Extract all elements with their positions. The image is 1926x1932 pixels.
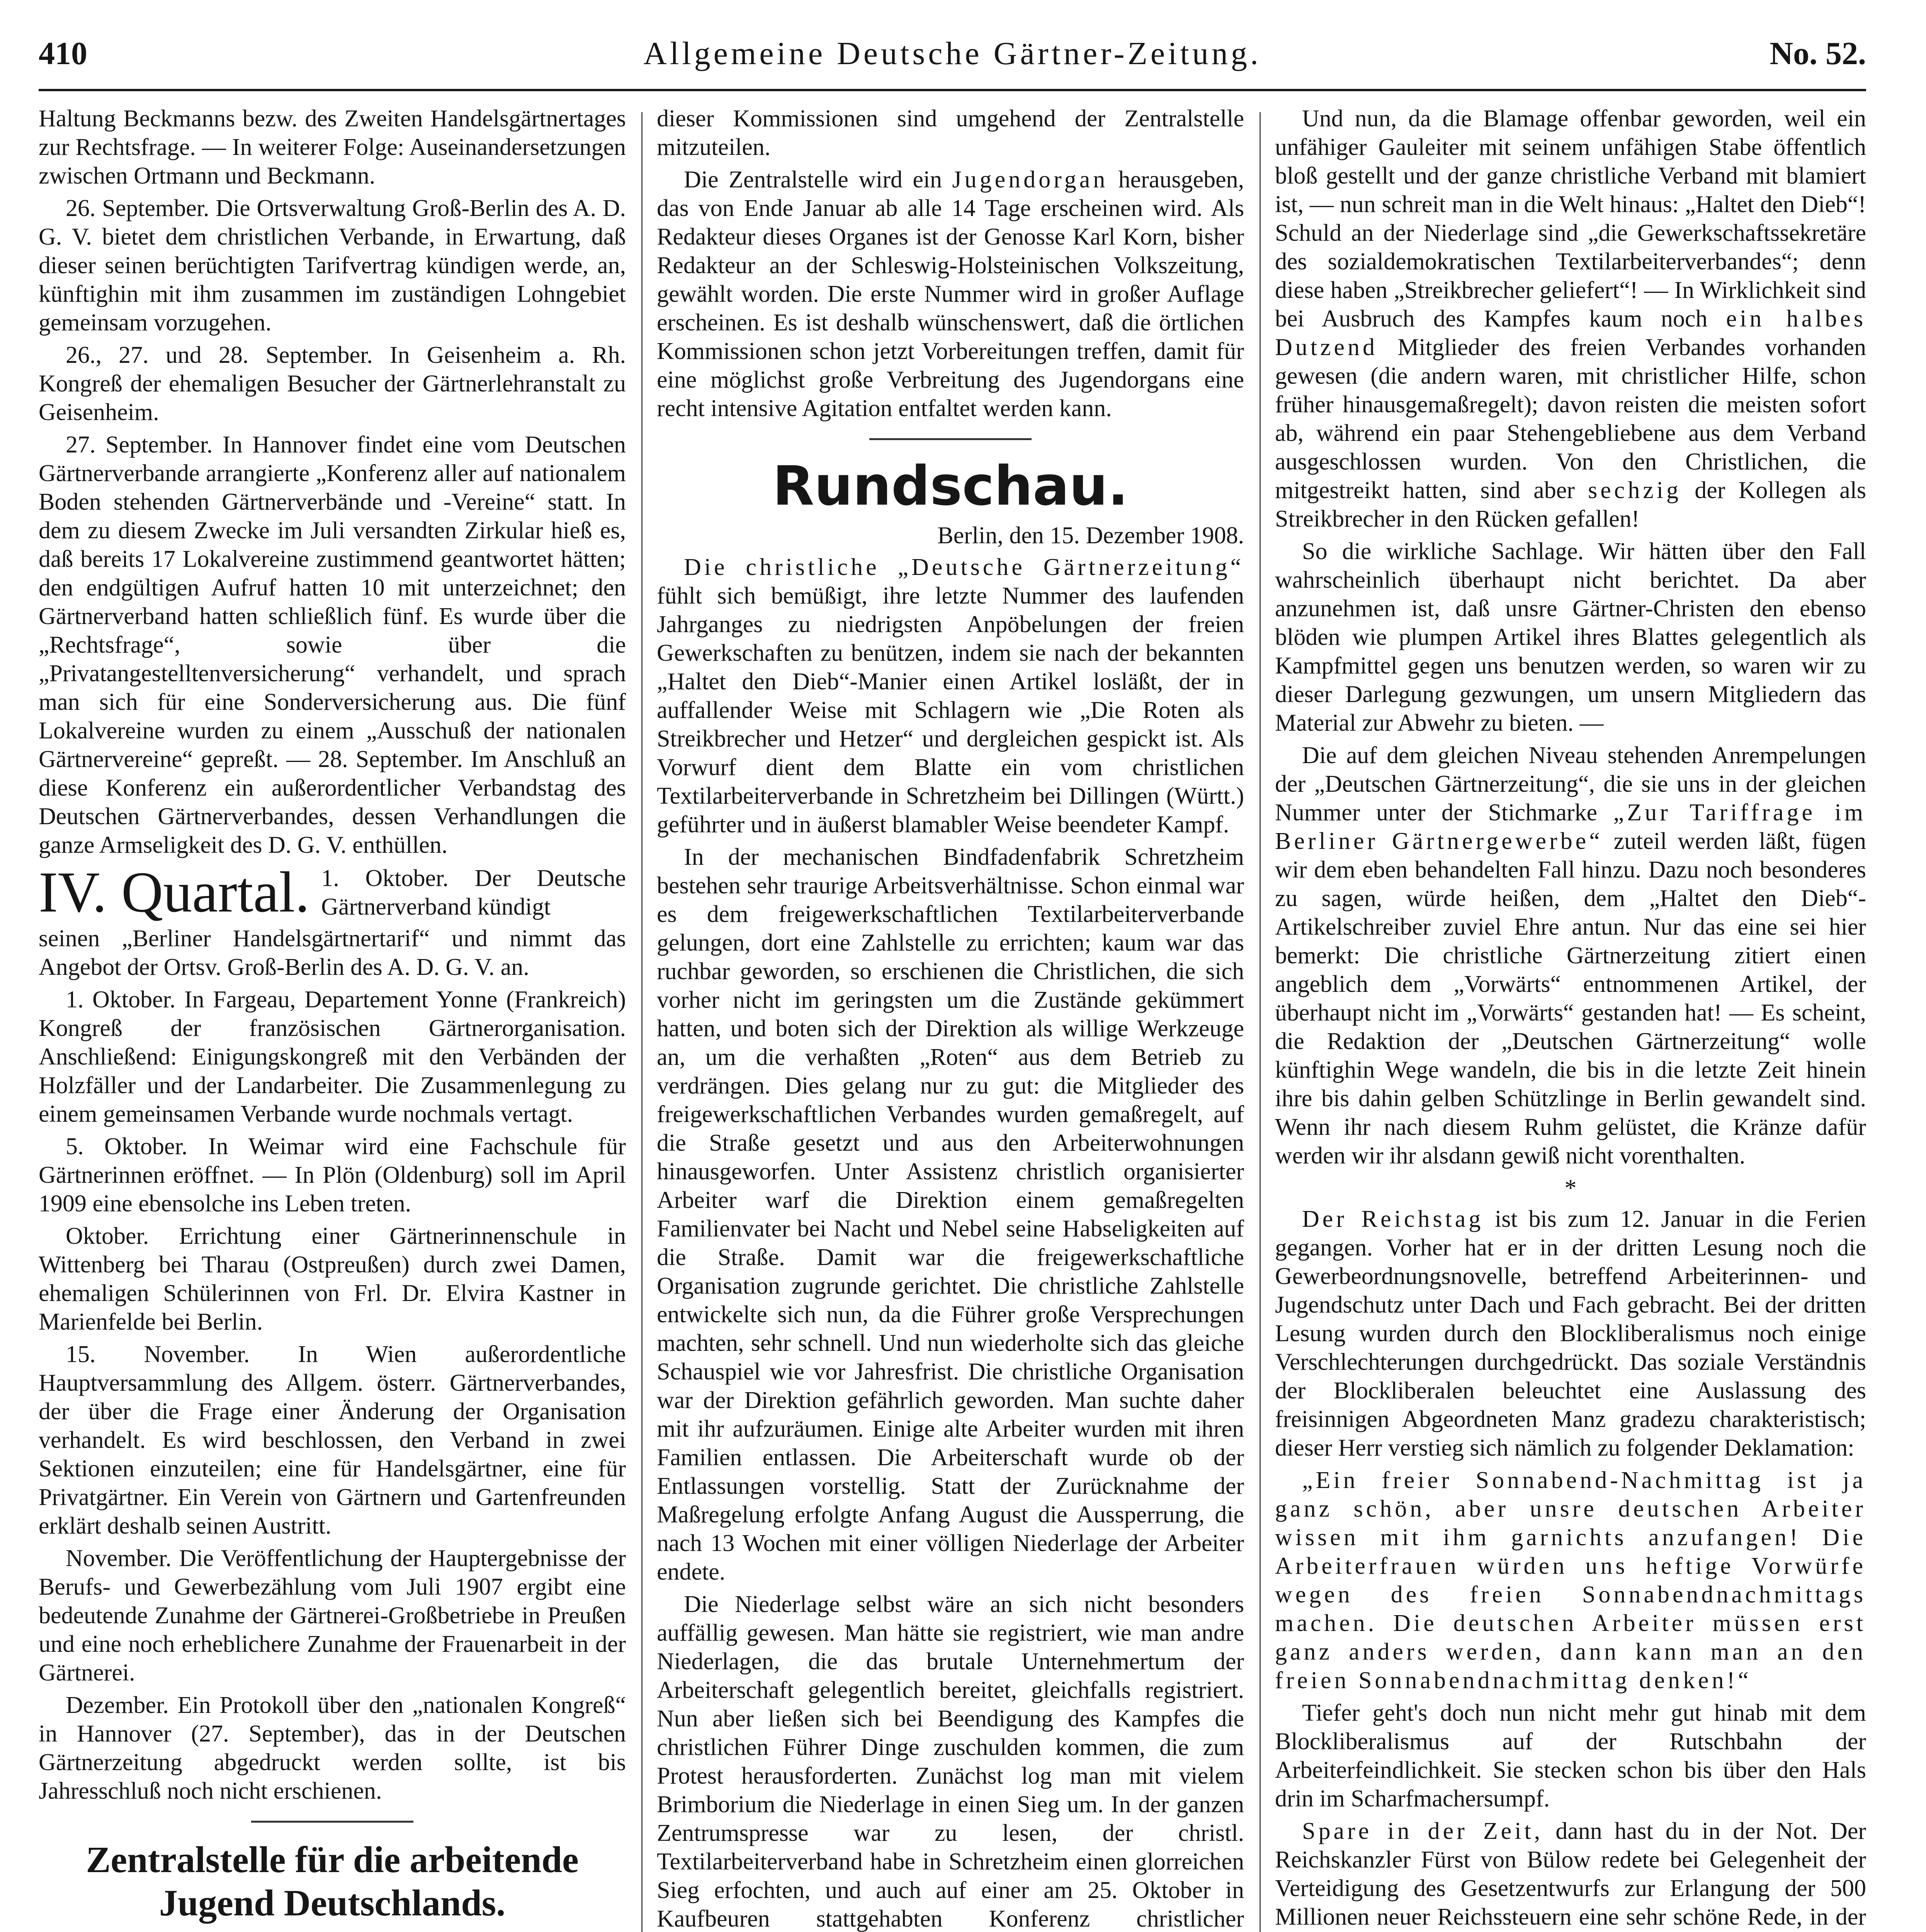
text-run: fühlt sich bemüßigt, ihre letzte Nummer des laufenden Jahrganges zu niedrigsten Anpöbelungen der freien Gewerkschaften zu benützen, indem sie nach der bekannten „Haltet den Dieb“-Manier einen Artikel losläßt, der in auffallender Weise mit Schlagern wie „Die Roten als Streikbrecher und Hetzer“ und dergleichen gespickt ist. Als Vorwurf dient dem Blatte ein vom christlichen Textilarbeiterverbande in Schretzheim bei Dillingen (Württ.) geführter und in äußerst blamabler Weise beendeter Kampf. xyxy=(657,583,1244,838)
zentralstelle-heading xyxy=(39,1838,626,1925)
paragraph: 26. September. Die Ortsverwaltung Groß-Berlin des A. D. G. V. bietet dem christlichen Verbande, in Erwartung, daß dieser seinen berüchtigten Tarifvertrag kündigen werde, an, künftighin mit ihm zusammen im zuständigen Lohngebiet gemeinsam vorzugehen. xyxy=(39,195,626,336)
paragraph: November. Die Veröffentlichung der Hauptergebnisse der Berufs- und Gewerbezählung vom Juli 1907 ergibt eine bedeutende Zunahme der Gärtnerei-Großbetriebe in Preußen und eine noch erheblichere Zunahme der Frauenarbeit in der Gärtnerei. xyxy=(39,1545,626,1686)
text-run: Und nun, da die Blamage offenbar geworden, weil ein unfähiger Gauleiter mit seinem unfähigen Stabe öffentlich bloß gestellt und der ganze christliche Verband mit blamiert ist, — nun schreit man in die Welt hinaus: „Haltet den Dieb“! Schuld an der Niederlage sind „die Gewerkschaftssekretäre des sozialdemokratischen Textilarbeiterverbandes“; denn diese haben „Streikbrecher geliefert“! — In Wirklichkeit sind bei Ausbruch des Kampfes kaum noch xyxy=(1275,105,1866,332)
paragraph: 5. Oktober. In Weimar wird eine Fachschule für Gärtnerinnen eröffnet. — In Plön (Oldenburg) soll im April 1909 eine ebensolche ins Leben treten. xyxy=(39,1133,626,1217)
column-divider xyxy=(1260,112,1261,1932)
rundschau-heading: Rundschau. xyxy=(772,455,1129,518)
paragraph xyxy=(1275,1817,1866,1932)
paragraph xyxy=(1275,104,1866,533)
emphasis-spaced: ein halbes Dutzend xyxy=(1275,306,1866,361)
paragraph: seinen „Berliner Handelsgärtnertarif“ und nimmt das Angebot der Ortsv. Groß-Berlin des A. D. G. V. an. xyxy=(39,925,626,980)
page-number: 410 xyxy=(39,36,87,71)
quartal-heading: IV. Quartal. xyxy=(39,860,310,924)
issue-number: No. 52. xyxy=(1770,36,1866,71)
paragraph xyxy=(657,1590,1244,1932)
emphasis-spaced: Jugendorgan xyxy=(952,167,1108,193)
column-right xyxy=(1275,104,1866,1932)
section-divider xyxy=(251,1821,413,1823)
paragraph: 27. September. In Hannover findet eine vom Deutschen Gärtnerverbande arrangierte „Konferenz aller auf nationalem Boden stehenden Gärtnerverbände und -Vereine“ statt. In dem zu diesem Zwecke im Juli versandten Zirkular hieß es, daß bereits 17 Lokalvereine zustimmend geantwortet hätten; den endgültigen Aufruf hatten 10 mit unterzeichnet; den Gärtnerverband hatten schließlich fünf. Es wurde über die „Rechtsfrage“, sowie über die „Privatangestelltenversicherung“ verhandelt, und sprach man sich für eine Sonderversicherung aus. Die fünf Lokalvereine wurden zu einem „Ausschuß der nationalen Gärtnervereine“ gepreßt. — 28. September. Im Anschluß an diese Konferenz ein außerordentlicher Verbandstag des Deutschen Gärtnerverbandes, dessen Verhandlungen die ganze Armseligkeit des D. G. V. enthüllen. xyxy=(39,432,626,858)
paragraph: dieser Kommissionen sind umgehend der Zentralstelle mitzuteilen. xyxy=(657,105,1244,160)
column-divider xyxy=(641,112,643,1932)
text-run: dann hast du in der Not. Der Reichskanzler Fürst von Bülow redete bei Gelegenheit der Verteidigung des Gesetzentwurfs zur Erlangung der 500 Millionen neuer Reichssteuern eine sehr schöne Rede, in der xyxy=(1275,1818,1866,1930)
text-run: herausgeben, das von Ende Januar ab alle 14 Tage erscheinen wird. Als Redakteur dieses Organes ist der Genosse Karl Korn, bisher Redakteur an der Schleswig-Holsteinischen Volkszeitung, gewählt worden. Die erste Nummer wird in großer Auflage erscheinen. Es ist deshalb wünschenswert, daß die örtlichen Kommissionen schon jetzt Vorbereitungen treffen, damit für eine möglichst große Verbreitung des Jugendorgans eine recht intensive Agitation entfaltet werden kann. xyxy=(657,167,1244,422)
quotation-spaced: „Ein freier Sonnabend-Nachmittag ist ja ganz schön, aber unsre deutschen Arbeiter wissen mit ihm garnichts anzufangen! Die Arbeiterfrauen würden uns heftige Vorwürfe wegen des freien Sonnabendnachmittags machen. Die deutschen Arbeiter müssen erst ganz anders werden, dann kann man an den freien Sonnabendnachmittag denken!“ xyxy=(1275,1467,1866,1694)
text-run: Mitglieder des freien Verbandes vorhanden gewesen (die andern waren, mit christlicher Hilfe, schon früher hinausgemaßregelt); davon reisten die meisten sofort ab, während ein paar Stehengebliebene aus dem Verband ausgeschlossen wurden. Von den Christlichen, die mitgestreikt hatten, sind aber xyxy=(1275,334,1866,503)
emphasis-spaced: Die christliche „Deutsche Gärtnerzeitung“ xyxy=(684,554,1244,580)
quartal-intro: 1. Oktober. Der Deutsche Gärtnerverband kündigt xyxy=(321,865,626,920)
paragraph: Oktober. Errichtung einer Gärtnerinnenschule in Wittenberg bei Tharau (Ostpreußen) durch zwei Damen, ehemaligen Schülerinnen von Frl. Dr. Elvira Kastner in Marienfelde bei Berlin. xyxy=(39,1223,626,1335)
text-run: Die auf dem gleichen Niveau stehenden Anrempelungen der „Deutschen Gärtnerzeitung“, die sie uns in der gleichen Nummer unter der Stichmarke xyxy=(1275,742,1866,826)
page-header xyxy=(39,31,1866,91)
emphasis-spaced: sechzig xyxy=(1588,477,1682,503)
column-middle xyxy=(657,104,1244,1932)
emphasis-spaced: Der Reichstag xyxy=(1302,1206,1484,1232)
emphasis-spaced: „Zur Tariffrage im Berliner Gärtnergewerbe“ xyxy=(1275,799,1866,854)
paragraph: Dezember. Ein Protokoll über den „nationalen Kongreß“ in Hannover (27. September), das in der Deutschen Gärtnerzeitung abgedruckt werden sollte, ist bis Jahresschluß noch nicht erschienen. xyxy=(39,1692,626,1804)
text-run: Die Niederlage selbst wäre an sich nicht besonders auffällig gewesen. Man hätte sie registriert, wie man andre Niederlagen, die das brutale Unternehmertum der Arbeiterschaft gelegentlich bereitet, gleichfalls registriert. Nun aber ließen sich bei Beendigung des Kampfes die christlichen Führer Dinge zuschulden kommen, die zum Protest herausforderten. Zunächst log man mit vielem Brimborium die Niederlage in einen Sieg um. In der ganzen Zentrumspresse war zu lesen, der christl. Textilarbeiterverband habe in Schretzheim einen glorreichen Sieg erfochten, und auch auf einer am 25. Oktober in Kaufbeuren stattgehabten Konferenz christlicher xyxy=(657,1591,1244,1932)
heading-line: Jugend Deutschlands. xyxy=(159,1882,506,1923)
section-star: * xyxy=(1564,1175,1577,1201)
paragraph: So die wirkliche Sachlage. Wir hätten über den Fall wahrscheinlich überhaupt nicht berichtet. Da aber anzunehmen ist, daß unsre Gärtner-Christen den ebenso blöden wie plumpen Artikel ihres Blattes gelegentlich als Kampfmittel gegen uns benutzen werden, so waren wir zu dieser Darlegung gezwungen, um unsern Mitgliedern das Material zur Abwehr zu bieten. — xyxy=(1275,538,1866,736)
emphasis-spaced: Spare in der Zeit, xyxy=(1302,1818,1544,1844)
paragraph xyxy=(1275,1205,1866,1462)
heading-line: Zentralstelle für die arbeitende xyxy=(86,1839,579,1880)
paragraph xyxy=(1275,741,1866,1170)
paragraph xyxy=(657,165,1244,423)
paragraph xyxy=(657,553,1244,839)
paragraph: 26., 27. und 28. September. In Geisenheim a. Rh. Kongreß der ehemaligen Besucher der Gärtnerlehranstalt zu Geisenheim. xyxy=(39,342,626,425)
quartal-block xyxy=(39,860,626,924)
text-run: der Kollegen als Streikbrecher in den Rücken gefallen! xyxy=(1275,477,1866,532)
section-divider xyxy=(869,438,1032,440)
paragraph: In der mechanischen Bindfadenfabrik Schretzheim bestehen sehr traurige Arbeitsverhältnisse. Schon einmal war es dem freigewerkschaftlichen Textilarbeiterverbande gelungen, dort eine Zahlstelle zu errichten; kaum war das ruchbar geworden, so erschienen die Christlichen, die sich vorher nicht im geringsten um die Zustände gekümmert hatten, und boten sich der Direktion als willige Werkzeuge an, um die verhaßten „Roten“ aus dem Betrieb zu verdrängen. Dies gelang nur zu gut: die Mitglieder des freigewerkschaftlichen Verbandes wurden gemaßregelt, auf die Straße gesetzt und aus den Arbeiterwohnungen hinausgeworfen. Unter Assistenz christlich organisierter Arbeiter warf die Direktion einem gemaßregelten Familienvater bei Nacht und Nebel seine Habseligkeiten auf die Straße. Damit war die freigewerkschaftliche Organisation zugrunde gerichtet. Die christliche Zahlstelle entwickelte sich nun, da die Führer große Versprechungen machten, sehr schnell. Und nun wiederholte sich das gleiche Schauspiel wie vor Jahresfrist. Die christliche Organisation war der Direktion gefährlich geworden. Man suchte daher mit ihr aufzuräumen. Einige alte Arbeiter wurden mit ihren Familien entlassen. Die Arbeiterschaft wurde ob der Entlassungen vorstellig. Statt der Zurücknahme der Maßregelung erfolgte Anfang August die Aussperrung, die nach 13 Wochen mit einer völligen Niederlage der Arbeiter endete. xyxy=(657,844,1244,1585)
text-run: zuteil werden läßt, fügen wir dem eben behandelten Fall hinzu. Dazu noch besonderes zu sagen, würde heißen, dem „Haltet den Dieb“-Artikelschreiber zuviel Ehre antun. Nur das eine sei hier bemerkt: Die christliche Gärtnerzeitung zitiert einen angeblich dem „Vorwärts“ entnommenen Artikel, der überhaupt nicht im „Vorwärts“ gestanden hat! — Es scheint, die Redaktion der „Deutschen Gärtnerzeitung“ wolle künftighin Wege wandeln, die bis in die letzte Zeit hinein ihre bis dahin gelben Schützlinge in Berlin gewandelt sind. Wenn ihr nach diesem Ruhm gelüstet, die Kränze dafür werden wir ihr alsdann gewiß nicht vorenthalten. xyxy=(1275,828,1866,1169)
text-run: ist bis zum 12. Januar in die Ferien gegangen. Vorher hat er in der dritten Lesung noch die Gewerbeordnungsnovelle, betreffend Arbeiterinnen- und Jugendschutz unter Dach und Fach gebracht. Bei der dritten Lesung wurden durch den Blockliberalismus noch einige Verschlechterungen durchgedrückt. Das soziale Verständnis der Blockliberalen beleuchtet eine Auslassung des freisinnigen Abgeordneten Manz gradezu charakteristisch; dieser Herr verstieg sich nämlich zu folgender Deklamation: xyxy=(1275,1206,1866,1461)
paragraph: Haltung Beckmanns bezw. des Zweiten Handelsgärtnertages zur Rechtsfrage. — In weiterer Folge: Auseinandersetzungen zwischen Ortmann und Beckmann. xyxy=(39,105,626,189)
paragraph: Tiefer geht's doch nun nicht mehr gut hinab mit dem Blockliberalismus auf der Rutschbahn der Arbeiterfeindlichkeit. Sie stecken schon bis über den Hals drin im Scharfmachersumpf. xyxy=(1275,1700,1866,1812)
paragraph: 15. November. In Wien außerordentliche Hauptversammlung des Allgem. österr. Gärtnerverbandes, der über die Frage einer Änderung der Organisation verhandelt. Es wird beschlossen, den Verband in zwei Sektionen einzuteilen; eine für Handelsgärtner, eine für Privatgärtner. Ein Verein von Gärtnern und Gartenfreunden erklärt deshalb seinen Austritt. xyxy=(39,1341,626,1539)
paragraph: 1. Oktober. In Fargeau, Departement Yonne (Frankreich) Kongreß der französischen Gärtnerorganisation. Anschließend: Einigungskongreß mit den Verbänden der Holzfäller und der Landarbeiter. Die Zusammenlegung zu einem gemeinsamen Verbande wurde nochmals vertagt. xyxy=(39,986,626,1127)
journal-title: Allgemeine Deutsche Gärtner-Zeitung. xyxy=(643,36,1261,71)
column-left xyxy=(39,104,626,1932)
text-run: Die Zentralstelle wird ein xyxy=(684,167,942,193)
dateline: Berlin, den 15. Dezember 1908. xyxy=(937,522,1244,549)
